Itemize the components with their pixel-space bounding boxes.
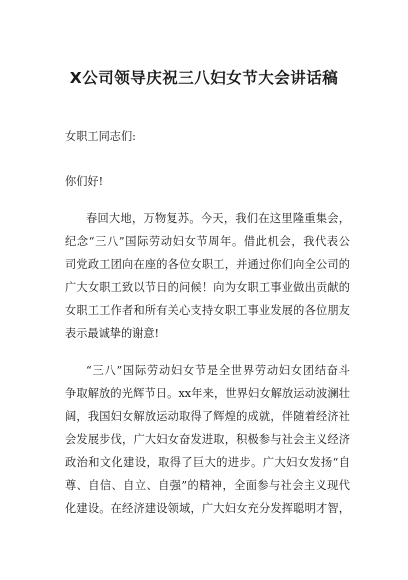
salutation: 女职工同志们:	[65, 130, 136, 143]
paragraph-line: 尊、自信、自立、自强”的精神，全面参与社会主义现代	[65, 479, 350, 492]
paragraph-line: 司党政工团向在座的各位女职工，并通过你们向全公司的	[65, 258, 350, 271]
paragraph-line: 政治和文化建设，取得了巨大的进步。广大妇女发扬“自	[65, 456, 350, 469]
paragraph-line: 春回大地，万物复苏。今天，我们在这里隆重集会，	[86, 212, 350, 225]
document-title: X公司领导庆祝三八妇女节大会讲话稿	[69, 69, 339, 87]
paragraph-line: 广大女职工致以节日的问候！向为女职工事业做出贡献的	[65, 281, 350, 294]
paragraph-line: 表示最诚挚的谢意!	[65, 327, 159, 340]
paragraph-line: 纪念“三八”国际劳动妇女节周年。借此机会，我代表公	[65, 235, 350, 248]
paragraph-line: 化建设。在经济建设领域，广大妇女充分发挥聪明才智，	[65, 502, 350, 515]
paragraph-line: 会发展步伐，广大妇女奋发进取，积极参与社会主义经济	[65, 433, 350, 446]
paragraph-line: 女职工工作者和所有关心支持女职工事业发展的各位朋友	[65, 304, 350, 317]
greeting: 你们好!	[65, 175, 104, 188]
paragraph-line: “三八”国际劳动妇女节是全世界劳动妇女团结奋斗	[86, 364, 350, 377]
paragraph-line: 争取解放的光辉节日。xx年来，世界妇女解放运动波澜壮	[65, 387, 350, 400]
paragraph-line: 阔，我国妇女解放运动取得了辉煌的成就，伴随着经济社	[65, 410, 350, 423]
